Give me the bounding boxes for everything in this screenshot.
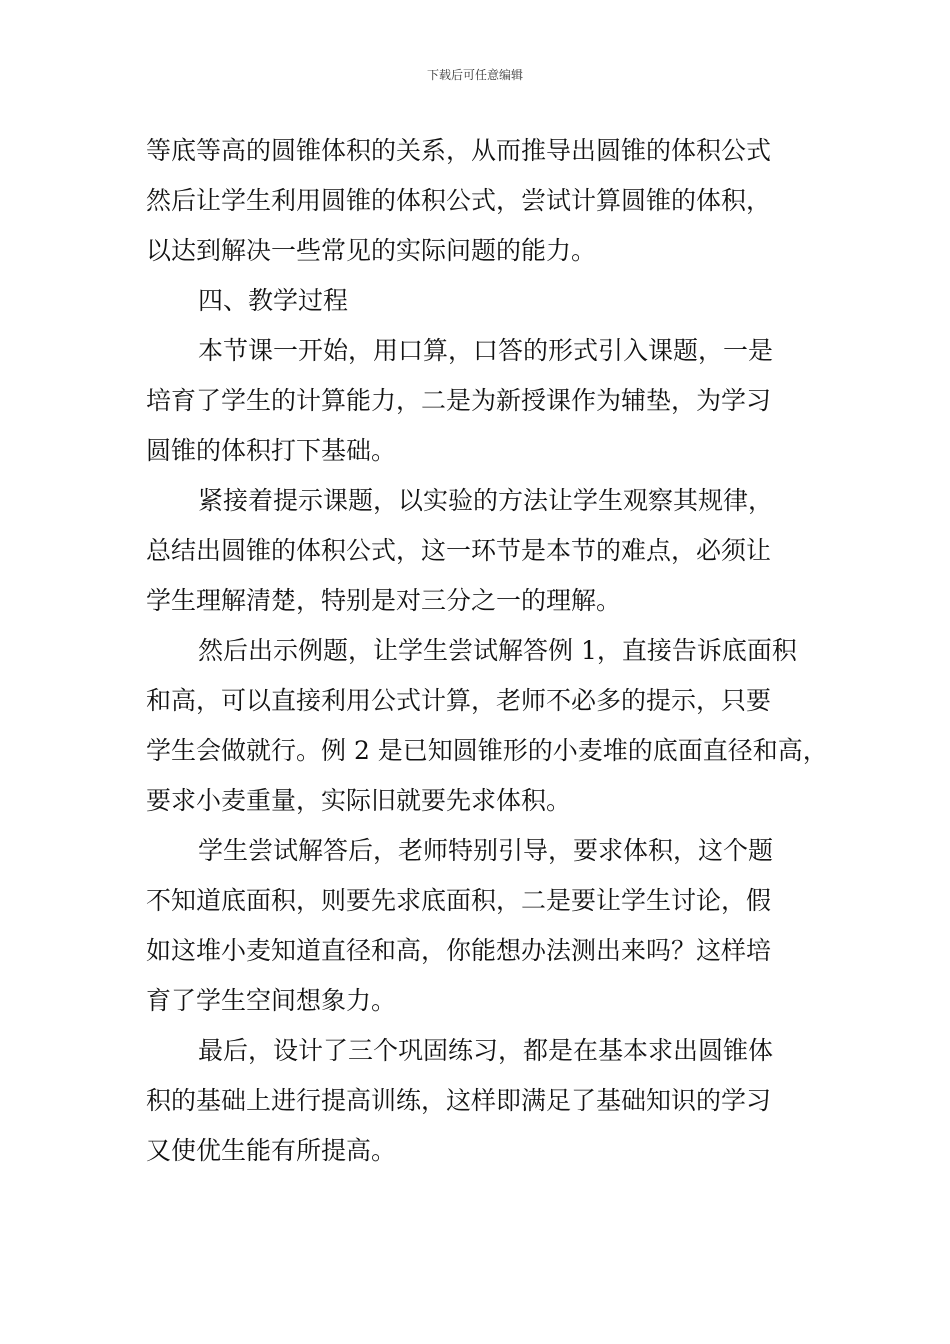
paragraph: [146, 326, 846, 476]
paragraph: [146, 626, 846, 826]
text-line: 四、教学过程: [198, 286, 349, 315]
text-line: 紧接着提示课题，以实验的方法让学生观察其规律，: [198, 486, 774, 515]
text-line: 学生尝试解答后，老师特别引导，要求体积，这个题: [198, 836, 774, 865]
text-line: 总结出圆锥的体积公式，这一环节是本节的难点，必须让: [146, 536, 772, 565]
text-line: 不知道底面积，则要先求底面积，二是要让学生讨论，假: [146, 886, 772, 915]
paragraph: [146, 126, 846, 276]
text-line: 要求小麦重量，实际旧就要先求体积。: [146, 786, 572, 815]
text-line: 最后，设计了三个巩固练习，都是在基本求出圆锥体: [198, 1036, 774, 1065]
text-line: 以达到解决一些常见的实际问题的能力。: [146, 236, 597, 265]
text-line: 育了学生空间想象力。: [146, 986, 397, 1015]
page-header: 下载后可任意编辑: [426, 68, 523, 82]
text-line: 学生理解清楚，特别是对三分之一的理解。: [146, 586, 622, 615]
text-line: 等底等高的圆锥体积的关系，从而推导出圆锥的体积公式: [146, 136, 772, 165]
text-line: 又使优生能有所提高。: [146, 1136, 397, 1165]
paragraph: [146, 1026, 846, 1176]
text-line: 本节课一开始，用口算，口答的形式引入课题，一是: [198, 336, 774, 365]
text-line: 如这堆小麦知道直径和高，你能想办法测出来吗？这样培: [146, 936, 772, 965]
text-line: 和高，可以直接利用公式计算，老师不必多的提示，只要: [146, 686, 772, 715]
paragraph: [146, 476, 846, 626]
text-line: 然后出示例题，让学生尝试解答例 1，直接告诉底面积: [198, 636, 797, 665]
paragraph: [146, 826, 846, 1026]
text-line: 圆锥的体积打下基础。: [146, 436, 397, 465]
section-heading: [146, 276, 846, 326]
text-line: 然后让学生利用圆锥的体积公式，尝试计算圆锥的体积，: [146, 186, 772, 215]
text-line: 积的基础上进行提高训练，这样即满足了基础知识的学习: [146, 1086, 772, 1115]
text-line: 学生会做就行。例 2 是已知圆锥形的小麦堆的底面直径和高，: [146, 736, 828, 765]
document-body: [146, 126, 846, 1176]
text-line: 培育了学生的计算能力，二是为新授课作为辅垫，为学习: [146, 386, 772, 415]
